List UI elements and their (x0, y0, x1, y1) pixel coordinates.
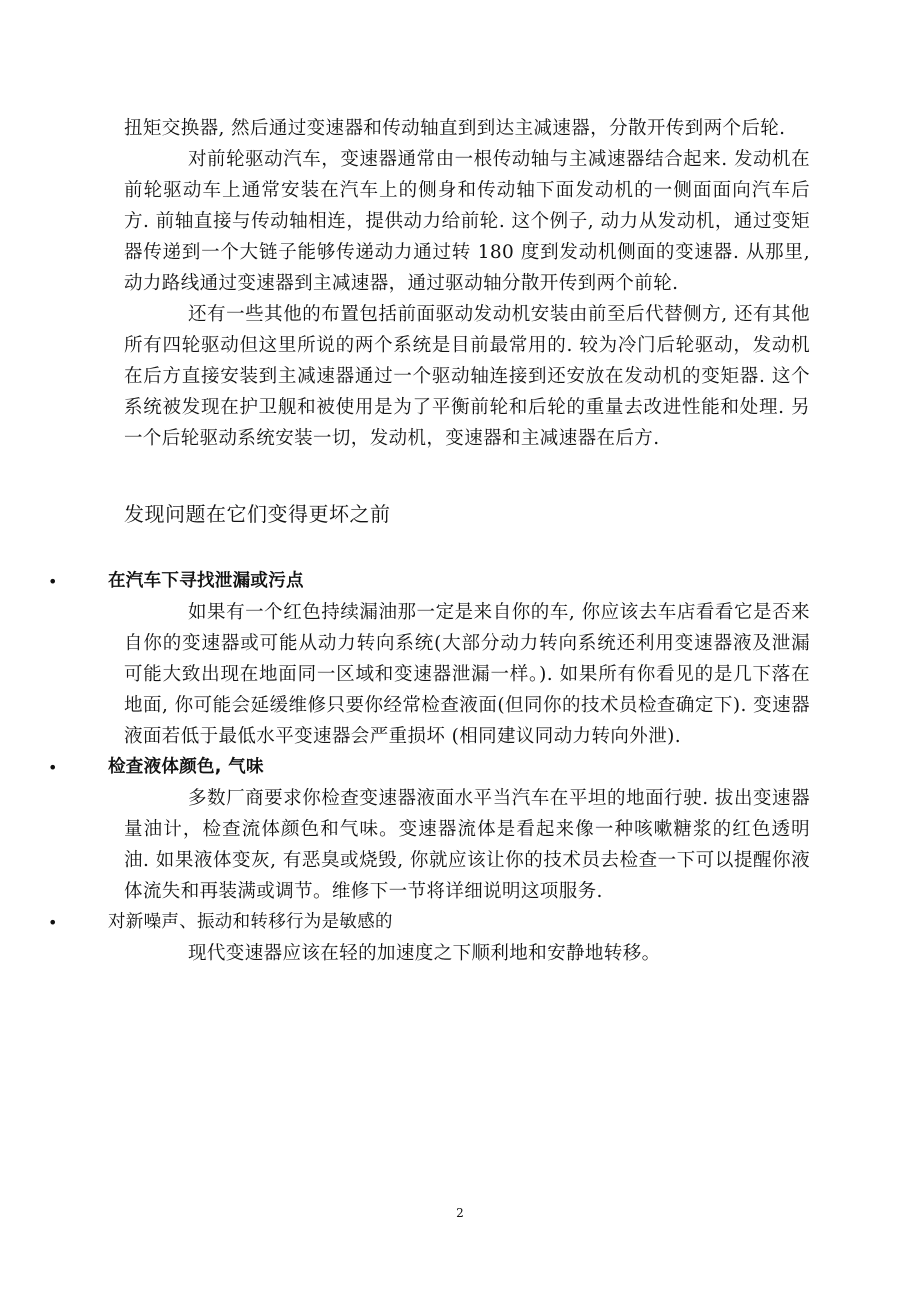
intro-paragraph-3: 还有一些其他的布置包括前面驱动发动机安装由前至后代替侧方, 还有其他所有四轮驱动但这里所说的两个系统是目前最常用的. 较为冷门后轮驱动，发动机在后方直接安装到主减速器通过一个驱动轴连接到还安放在发动机的变矩器. 这个系统被发现在护卫舰和被使用是为了平衡前轮和后轮的重量去改进性能和处理. 另一个后轮驱动系统安装一切，发动机，变速器和主减速器在后方. (124, 304, 810, 449)
intro-paragraph-2: 对前轮驱动汽车，变速器通常由一根传动轴与主减速器结合起来. 发动机在前轮驱动车上通常安装在汽车上的侧身和传动轴下面发动机的一侧面面向汽车后方. 前轴直接与传动轴相连，提供动力给前轮. 这个例子, 动力从发动机，通过变矩器传递到一个大链子能够传递动力通过转 180 度到发动机侧面的变速器. 从那里, 动力路线通过变速器到主减速器，通过驱动轴分散开传到两个前轮. (124, 149, 810, 294)
bullet-icon: • (48, 572, 58, 591)
bullet-icon: • (48, 913, 58, 932)
bullet-heading-leak: 在汽车下寻找泄漏或污点 (108, 571, 304, 591)
bullet-body-leak: 如果有一个红色持续漏油那一定是来自你的车, 你应该去车店看看它是否来自你的变速器或可能从动力转向系统(大部分动力转向系统还利用变速器液及泄漏可能大致出现在地面同一区域和变速器泄漏一样。). 如果所有你看见的是几下落在地面, 你可能会延缓维修只要你经常检查液面(但同你的技术员检查确定下). 变速器液面若低于最低水平变速器会严重损坏 (相同建议同动力转向外泄). (124, 602, 810, 747)
bullet-item-fluid-heading (24, 752, 810, 783)
bullet-item-noise-heading (24, 907, 810, 938)
bullet-list (0, 566, 810, 597)
bullet-item-leak-heading (24, 566, 810, 597)
bullet-heading-noise: 对新噪声、振动和转移行为是敏感的 (108, 912, 393, 932)
bullet-heading-fluid: 检查液体颜色, 气味 (108, 757, 264, 777)
bullet-list (0, 907, 810, 938)
bullet-list (0, 752, 810, 783)
bullet-icon: • (48, 758, 58, 777)
page-number: 2 (456, 1206, 464, 1220)
page-content (48, 113, 810, 969)
bullet-body-noise: 现代变速器应该在轻的加速度之下顺利地和安静地转移。 (188, 943, 661, 964)
intro-paragraph-1: 扭矩交换器, 然后通过变速器和传动轴直到到达主减速器，分散开传到两个后轮. (124, 118, 786, 139)
section-title: 发现问题在它们变得更坏之前 (124, 502, 391, 526)
bullet-body-fluid: 多数厂商要求你检查变速器液面水平当汽车在平坦的地面行驶. 拔出变速器量油计，检查流体颜色和气味。变速器流体是看起来像一种咳嗽糖浆的红色透明油. 如果液体变灰, 有恶臭或烧毁, 你就应该让你的技术员去检查一下可以提醒你液体流失和再装满或调节。维修下一节将详细说明这项服务. (124, 788, 810, 902)
